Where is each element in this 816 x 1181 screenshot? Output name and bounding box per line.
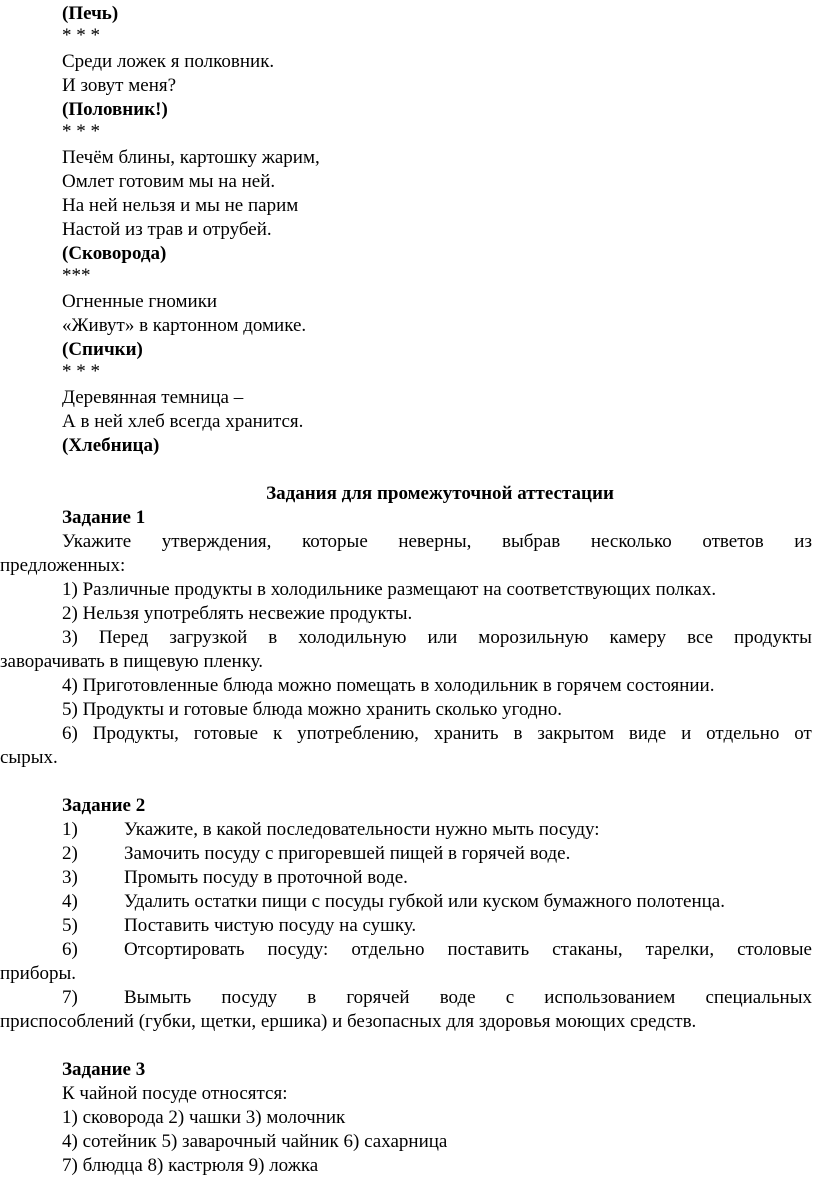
task1-item: 2) Нельзя употреблять несвежие продукты. [62,603,413,624]
task1-item-6-end: сырых. [0,747,58,768]
word: в [513,723,523,744]
task2-text: Удалить остатки пищи с посуды губкой или куском бумажного полотенца. [124,891,725,912]
word: неверны, [398,531,472,552]
task3-options-line: 1) сковорода 2) чашки 3) молочник [62,1107,346,1128]
word: загрузкой [169,627,248,648]
task2-number: 6) [62,939,78,960]
task2-number: 7) [62,987,78,1008]
task2-number: 2) [62,843,78,864]
word: к [272,723,283,744]
riddle-separator: *** [62,265,91,286]
word: использованием [544,987,676,1008]
task3-options-line: 4) сотейник 5) заварочный чайник 6) сахарница [62,1131,448,1152]
task1-item: 4) Приготовленные блюда можно помещать в холодильник в горячем состоянии. [62,675,715,696]
word: отдельно [351,939,425,960]
task-heading: Задание 2 [62,795,146,816]
task-heading: Задание 3 [62,1059,146,1080]
word: Вымыть [124,987,192,1008]
word: которые [301,531,368,552]
riddle-separator: * * * [62,25,100,46]
word: 6) [62,723,78,744]
word: в [268,627,278,648]
word: столовые [737,939,812,960]
task2-text-6-line [124,938,812,962]
word: утверждения, [161,531,272,552]
riddle-answer: (Половник!) [62,99,168,120]
word: камеру [609,627,667,648]
riddle-line: «Живут» в картонном домике. [62,315,307,336]
word: употреблению, [297,723,419,744]
word: с [505,987,515,1008]
riddle-line: Печём блины, картошку жарим, [62,147,320,168]
task2-text: Промыть посуду в проточной воде. [124,867,408,888]
word: Перед [98,627,149,648]
task1-intro-line [62,530,812,554]
riddle-separator: * * * [62,361,100,382]
word: 3) [62,627,78,648]
task1-item-3-line [62,626,812,650]
task2-number: 3) [62,867,78,888]
riddle-line: Огненные гномики [62,291,218,312]
word: ответов [702,531,764,552]
word: все [687,627,714,648]
task1-item: 5) Продукты и готовые блюда можно хранить сколько угодно. [62,699,562,720]
word: виде [628,723,667,744]
word: тарелки, [645,939,715,960]
task2-text-7-end: приспособлений (губки, щетки, ершика) и безопасных для здоровья моющих средств. [0,1011,697,1032]
task3-options-line: 7) блюдца 8) кастрюля 9) ложка [62,1155,319,1176]
word: Укажите [62,531,132,552]
word: или [427,627,458,648]
word: Отсортировать [124,939,245,960]
word: закрытом [537,723,615,744]
word: хранить [433,723,499,744]
task3-intro: К чайной посуде относятся: [62,1083,288,1104]
word: поставить [447,939,530,960]
riddle-line: Настой из трав и отрубей. [62,219,272,240]
word: из [794,531,812,552]
riddle-line: Деревянная темница – [62,387,244,408]
section-title: Задания для промежуточной аттестации [266,483,614,504]
riddle-answer: (Сковорода) [62,243,167,264]
word: стаканы, [552,939,623,960]
task1-intro-end: предложенных: [0,555,126,576]
riddle-separator: * * * [62,121,100,142]
word: продукты [734,627,812,648]
word: от [794,723,812,744]
word: в [307,987,317,1008]
word: специальных [705,987,812,1008]
word: отдельно [706,723,780,744]
riddle-answer: (Хлебница) [62,435,160,456]
task1-item-3-end: заворачивать в пищевую пленку. [0,651,264,672]
task2-number: 5) [62,915,78,936]
riddle-answer: (Печь) [62,3,119,24]
word: посуду: [267,939,329,960]
riddle-line: Среди ложек я полковник. [62,51,275,72]
task2-number: 1) [62,819,78,840]
word: воде [439,987,476,1008]
word: холодильную [298,627,407,648]
task1-item: 1) Различные продукты в холодильнике размещают на соответствующих полках. [62,579,717,600]
riddle-line: И зовут меня? [62,75,177,96]
word: горячей [346,987,410,1008]
word: готовые [193,723,259,744]
task2-text: Замочить посуду с пригоревшей пищей в горячей воде. [124,843,571,864]
riddle-line: На ней нельзя и мы не парим [62,195,299,216]
task2-number: 4) [62,891,78,912]
riddle-line: Омлет готовим мы на ней. [62,171,276,192]
word: выбрав [501,531,561,552]
word: Продукты, [92,723,179,744]
word: посуду [221,987,278,1008]
riddle-answer: (Спички) [62,339,143,360]
word: и [681,723,692,744]
word: морозильную [478,627,589,648]
task2-text: Поставить чистую посуду на сушку. [124,915,417,936]
task-heading: Задание 1 [62,507,146,528]
task2-text: Укажите, в какой последовательности нужно мыть посуду: [124,819,600,840]
task1-item-6-line [62,722,812,746]
word: несколько [590,531,672,552]
task2-text-6-end: приборы. [0,963,77,984]
task2-text-7-line [124,986,812,1010]
riddle-line: А в ней хлеб всегда хранится. [62,411,304,432]
